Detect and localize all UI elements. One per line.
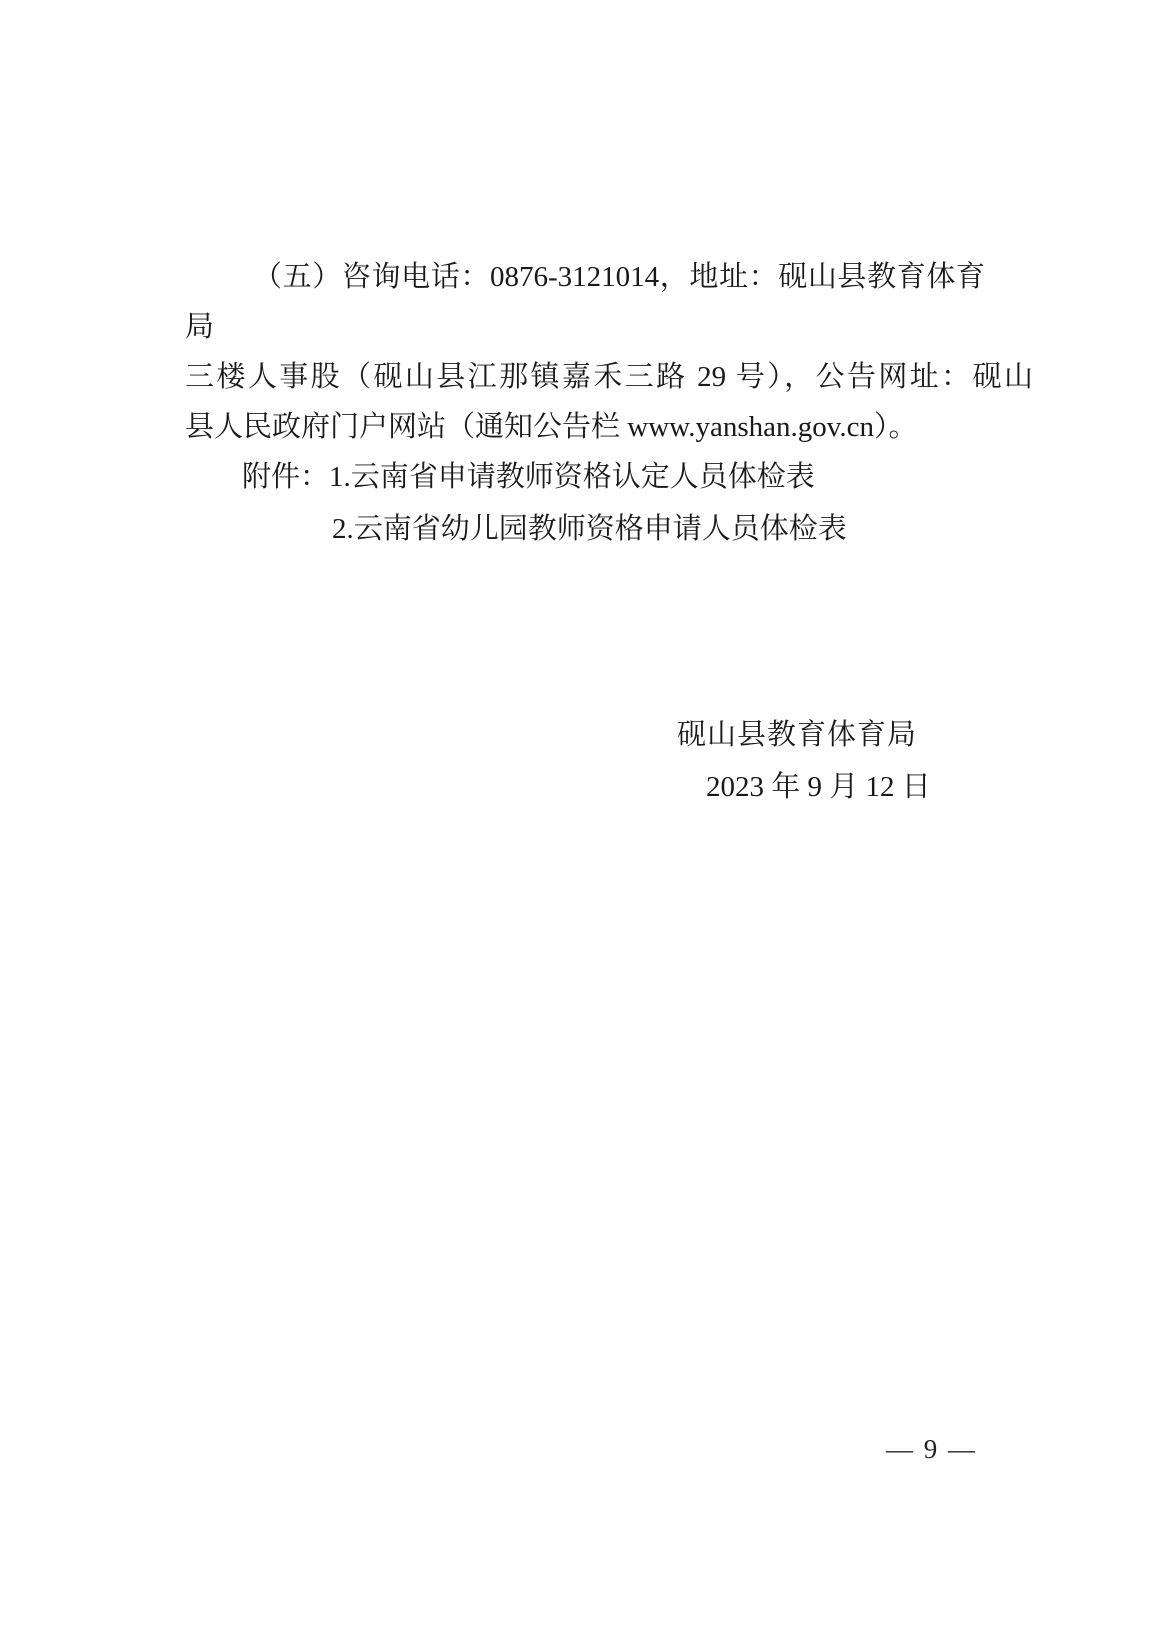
contact-paragraph-line-1: （五）咨询电话：0876-3121014，地址：砚山县教育体育局 [185, 261, 985, 343]
attachment-item-1 [242, 451, 847, 503]
attachment-item-1-text: 1.云南省申请教师资格认定人员体检表 [329, 461, 815, 493]
contact-paragraph [185, 252, 1033, 452]
attachments-label: 附件： [242, 461, 330, 493]
contact-paragraph-line-2: 三楼人事股（砚山县江那镇嘉禾三路 29 号），公告网址：砚山 [185, 361, 1033, 393]
attachments-block [242, 451, 847, 555]
signature-date: 2023 年 9 月 12 日 [706, 771, 931, 803]
contact-paragraph-line-3: 县人民政府门户网站（通知公告栏 www.yanshan.gov.cn）。 [185, 411, 918, 443]
attachment-item-2: 2.云南省幼儿园教师资格申请人员体检表 [332, 513, 847, 545]
signature-issuer: 砚山县教育体育局 [677, 719, 918, 751]
page-number: — 9 — [886, 1434, 977, 1464]
